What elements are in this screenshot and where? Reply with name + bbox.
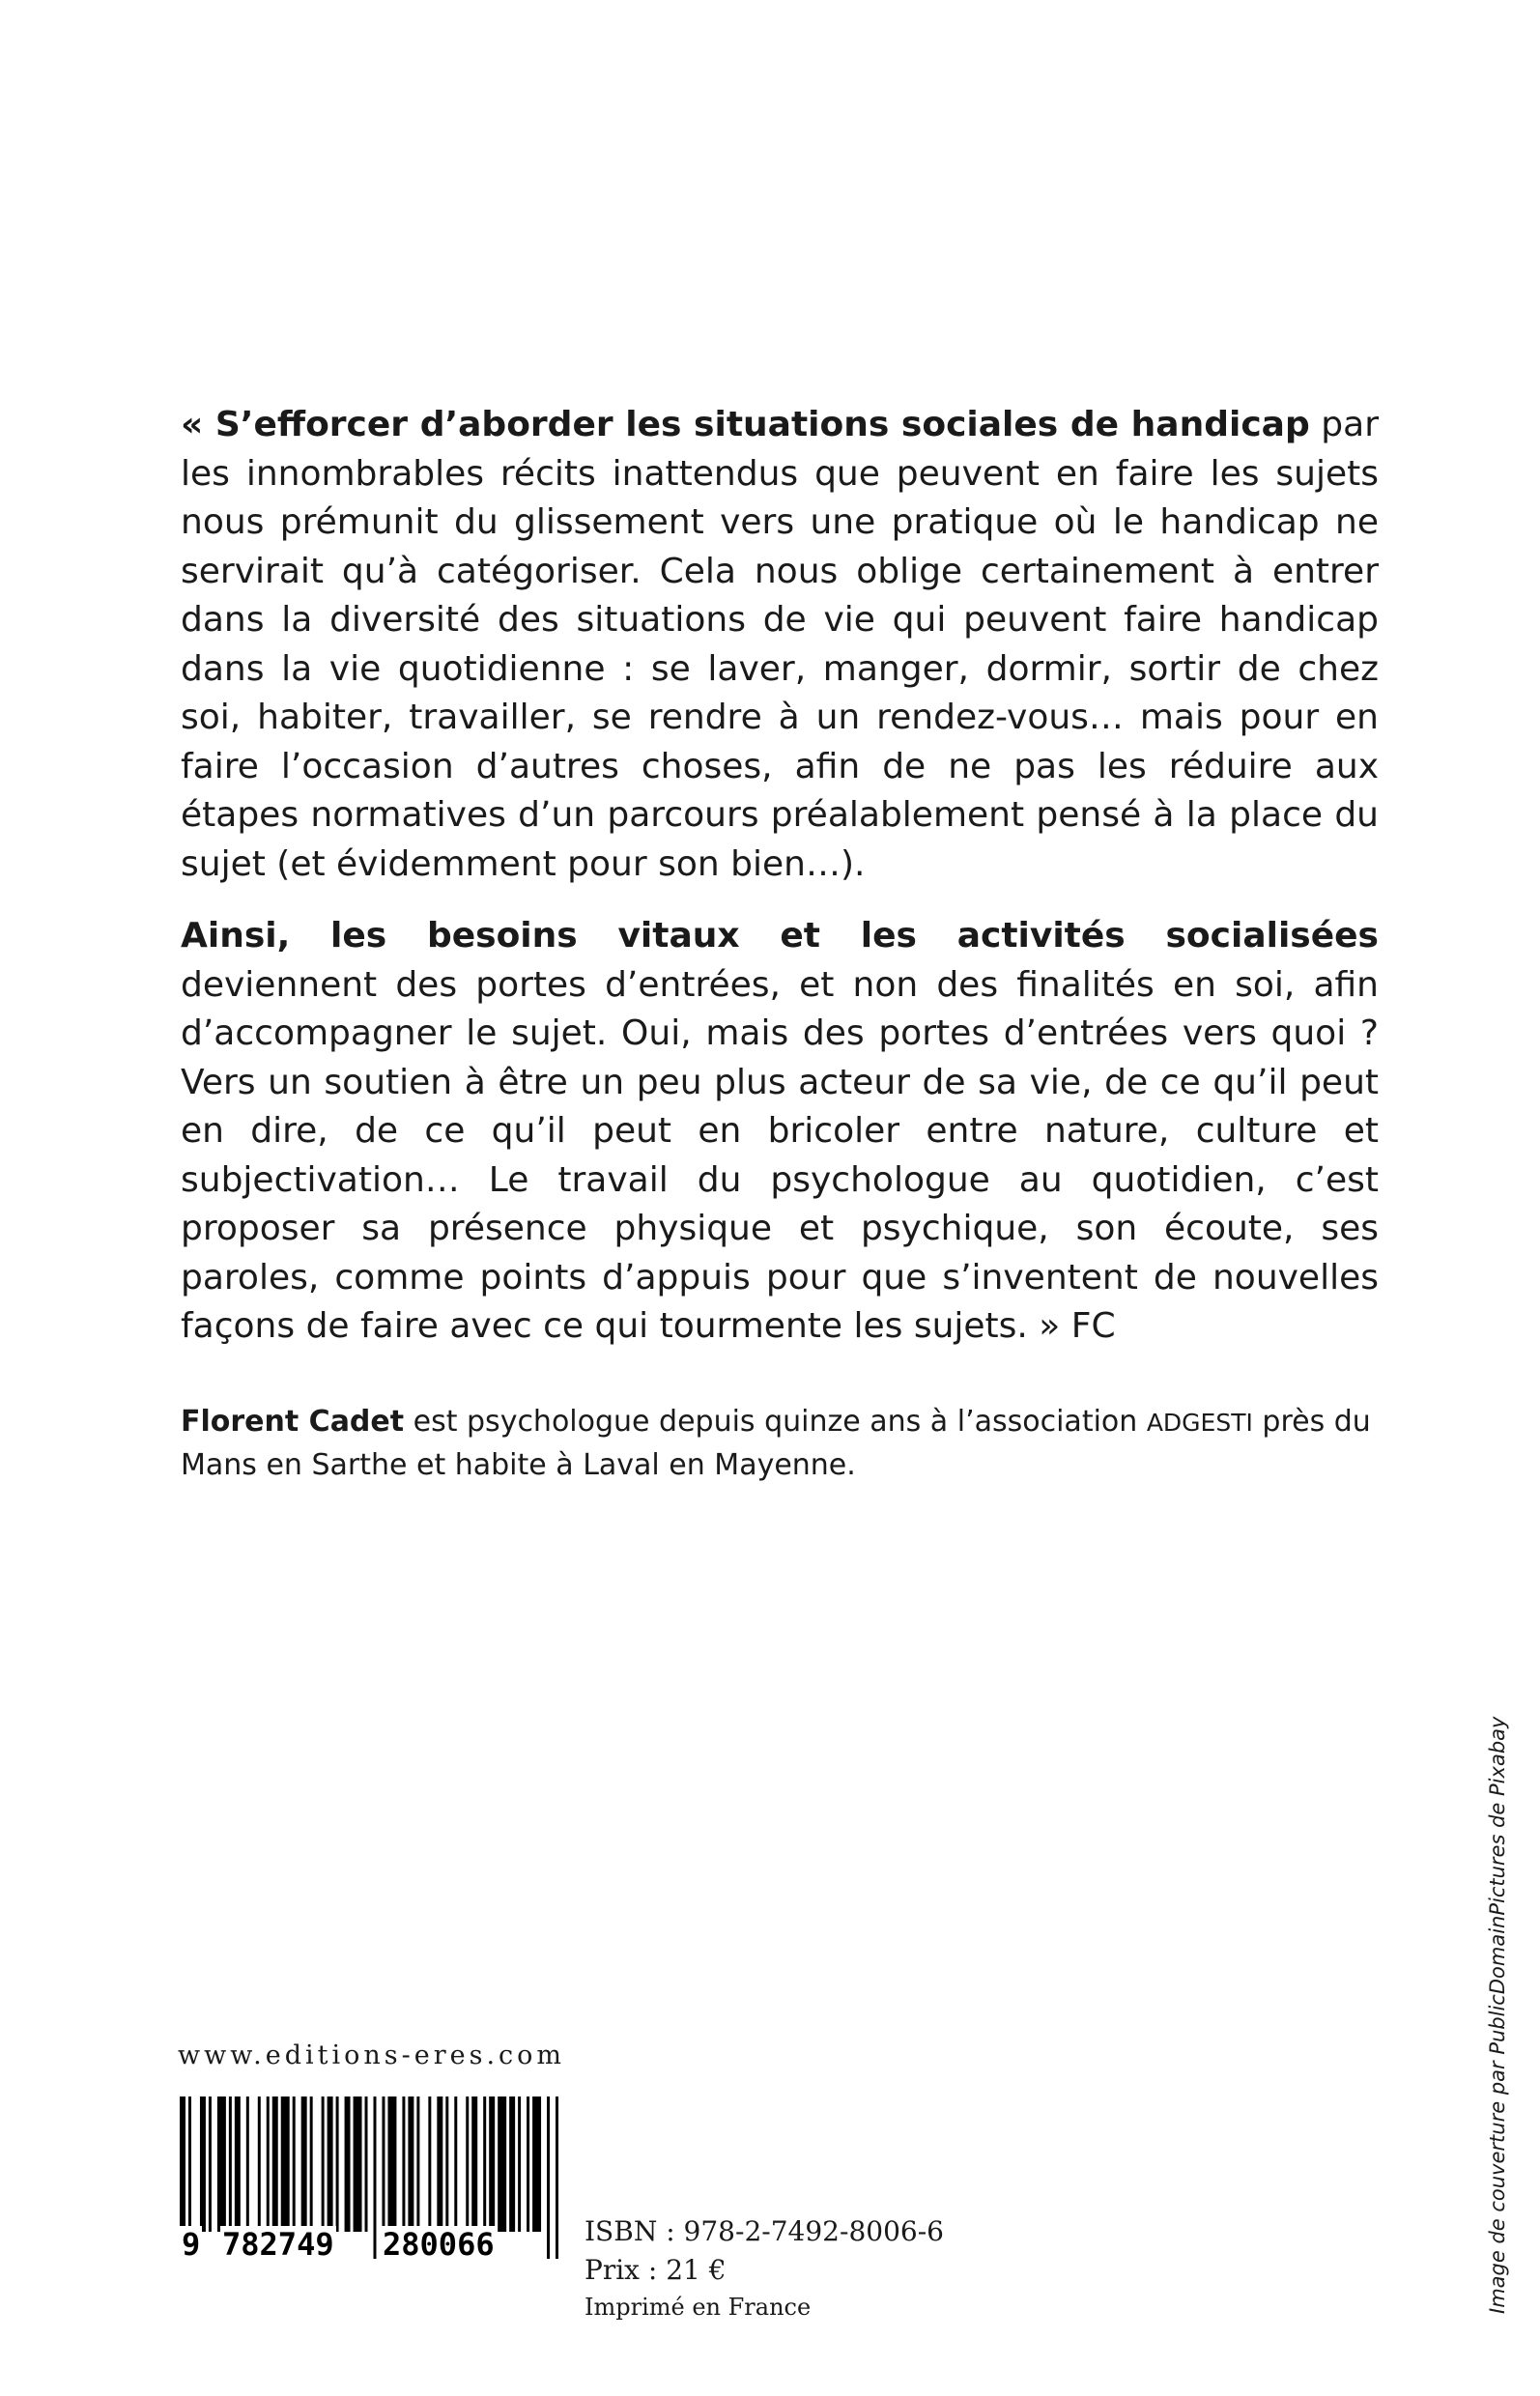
author-name: Florent Cadet [181,1405,405,1439]
isbn-price-block [585,2212,944,2325]
barcode-bar [258,2096,261,2232]
barcode-bar [301,2096,307,2232]
barcode-bar [267,2096,270,2232]
barcode-bar [556,2096,558,2259]
barcode-digits [180,2226,495,2267]
blurb-paragraph-2 [181,912,1379,1352]
isbn-number: ISBN : 978-2-7492-8006-6 [585,2215,944,2247]
printed-in: Imprimé en France [585,2294,812,2321]
barcode-bar [498,2096,506,2232]
bio-text-2: près du Mans en Sarthe et habite à Laval en Mayenne. [181,1405,1371,1482]
barcode-bar [387,2096,396,2232]
barcode-bar [345,2096,351,2232]
barcode-bar [322,2096,325,2232]
barcode-bar [437,2096,442,2232]
barcode-bar [200,2096,206,2232]
barcode-bar [235,2096,241,2232]
cover-image-credit: Image de couverture par PublicDomainPictures de Pixabay [1486,1716,1509,2314]
barcode-bar [281,2096,290,2232]
barcode-bar [527,2096,529,2232]
barcode-bar [445,2096,448,2232]
blurb-body-2: deviennent des portes d’entrées, et non des finalités en soi, afin d’accompagner le sujet. Oui, mais des portes d’entrées vers quoi ? Vers un soutien à être un peu plus acteur de sa vie, de ce qu’il peut en dire, de ce qu’il peut en bricoler entre nature, culture et subjectivation… Le travail du psychologue au quotidien, c’est proposer sa présence physique et psychique, son écoute, ses paroles, comme points d’appuis pour que s’inventent de nouvelles façons de faire avec ce qui tourmente les sujets. » FC [181,964,1379,1346]
barcode-bar [547,2096,550,2259]
barcode-bar [416,2096,419,2232]
barcode-bar [454,2096,457,2232]
barcode-bar [373,2096,376,2259]
barcode-digit-prefix: 9 [182,2226,201,2263]
barcode-bar [229,2096,232,2232]
barcode-digits-left: 782749 [222,2226,334,2263]
barcode-bar [489,2096,495,2232]
barcode-bar [217,2096,226,2232]
blurb-body-1: par les innombrables récits inattendus que peuvent en faire les sujets nous prémunit du glissement vers une pratique où le handicap ne servirait qu’à catégoriser. Cela nous oblige certainement à entrer dans la diversité des situations de vie qui peuvent faire handicap dans la vie quotidienne : se laver, manger, dormir, sortir de chez soi, habiter, travailler, se rendre à un rendez-vous… mais pour en faire l’occasion d’autres choses, afin de ne pas les réduire aux étapes normatives d’un parcours préalablement pensé à la place du sujet (et évidemment pour son bien…). [181,405,1379,884]
barcode-bar [246,2096,249,2232]
barcode-bar [466,2096,469,2232]
barcode-bar [509,2096,515,2232]
publisher-website: www.editions-eres.com [178,2040,565,2070]
barcode-bar [209,2096,212,2232]
barcode-bar [532,2096,541,2232]
bio-organization: ADGESTI [1146,1409,1253,1437]
blurb-lead-2: Ainsi, les besoins vitaux et les activités socialisées [181,916,1379,956]
barcode-bar [365,2096,368,2232]
price: Prix : 21 € [585,2254,727,2286]
barcode-bar [328,2096,333,2232]
barcode-bar [272,2096,278,2232]
barcode-bar [293,2096,296,2232]
author-bio [181,1401,1379,1487]
blurb-paragraph-1 [181,401,1379,889]
barcode-bar [428,2096,431,2232]
barcode-bar [483,2096,486,2232]
back-cover-blurb [181,401,1379,1352]
barcode-bar [310,2096,313,2232]
bio-text-1: est psychologue depuis quinze ans à l’association [404,1405,1147,1439]
barcode-bar [518,2096,521,2232]
barcode-bar [471,2096,477,2232]
barcode-bar [354,2096,362,2232]
barcode-bar [336,2096,339,2232]
blurb-lead-1: « S’efforcer d’aborder les situations sociales de handicap [181,405,1310,444]
barcode-digits-right: 280066 [383,2226,495,2263]
barcode-bar [402,2096,405,2232]
barcode-bar [408,2096,414,2232]
